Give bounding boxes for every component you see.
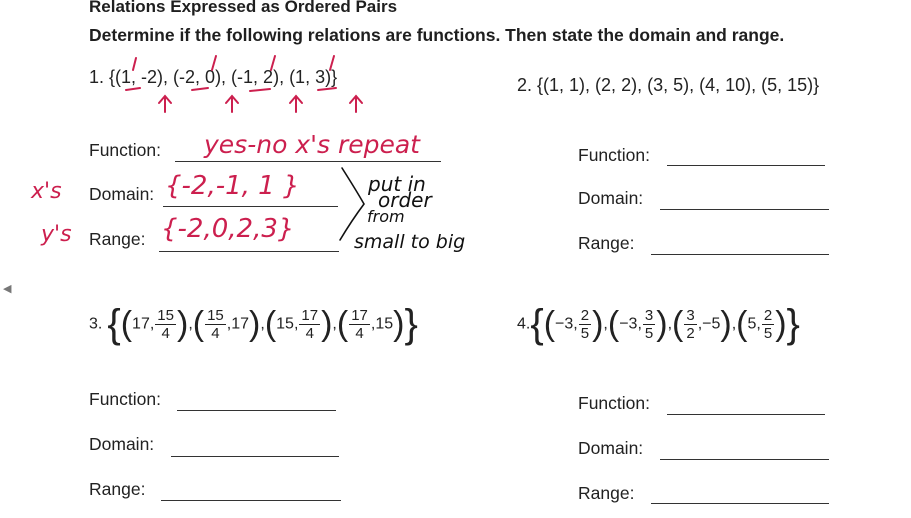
p1-range-answer: {-2,0,2,3} (161, 214, 295, 244)
p3-close-set: } (404, 302, 418, 346)
problem-1-relation: {(1, -2), (-2, 0), (-1, 2), (1, 3)} (109, 67, 338, 87)
left-arrow-icon[interactable]: ◀ (3, 283, 12, 295)
p4-val: −5 (702, 315, 721, 333)
p3-function-label: Function: (89, 389, 161, 409)
problem-2-relation: {(1, 1), (2, 2), (3, 5), (4, 10), (5, 15)} (537, 75, 820, 95)
p4-function-label: Function: (578, 393, 650, 413)
p1-note-line2: order (378, 188, 432, 212)
p1-domain-blank[interactable] (163, 206, 338, 207)
p1-function-blank[interactable] (175, 161, 441, 162)
problem-4: 4.{(−3, $\frac{2}{5}$ ),(−3, $\frac{3}{5}$ ),( $\frac{3}{2}$ ,−5),(5, $\frac{2}{5}$ )} (517, 302, 800, 346)
worksheet-title: Relations Expressed as Ordered Pairs (89, 0, 398, 16)
problem-2 (517, 75, 819, 96)
p4-val: −3 (619, 315, 638, 333)
p4-range-label: Range: (578, 483, 635, 503)
p4-val: 5 (747, 315, 757, 333)
problem-2-number: 2. (517, 75, 533, 95)
problem-4-number: 4. (517, 315, 531, 333)
p4-range-blank[interactable] (651, 503, 829, 504)
p4-close-set: } (786, 302, 800, 346)
p2-range-blank[interactable] (651, 254, 829, 255)
p3-range-blank[interactable] (161, 500, 341, 501)
p2-function-label: Function: (578, 145, 650, 165)
p3-val: 17 (132, 315, 150, 333)
p3-paren: ( (120, 305, 133, 343)
problem-3-number: 3. (89, 315, 103, 333)
problem-3: 3. {(17, $\frac{15}{4}$ ),( $\frac{15}{4}$ ,17),(15, $\frac{17}{4}$ ),( $\frac{17}{4}$ ,15)} (89, 302, 418, 346)
problem-1-number: 1. (89, 67, 105, 87)
p4-fraction: $\frac{3}{5}$ (644, 307, 654, 342)
p1-range-blank[interactable] (159, 251, 339, 252)
p3-function-blank[interactable] (177, 410, 336, 411)
p2-range-label: Range: (578, 233, 635, 253)
p4-domain-blank[interactable] (660, 459, 829, 460)
p4-fraction: $\frac{2}{5}$ (763, 307, 773, 342)
p3-open-set: { (107, 302, 121, 346)
p1-function-answer: yes-no x's repeat (204, 130, 420, 159)
p3-range-label: Range: (89, 479, 146, 499)
p4-fraction: $\frac{2}{5}$ (580, 307, 590, 342)
p1-range-label: Range: (89, 229, 146, 249)
p2-function-blank[interactable] (667, 165, 825, 166)
p4-val: −3 (555, 315, 574, 333)
p3-fraction: $\frac{17}{4}$ (351, 307, 368, 342)
p1-margin-xs: x's (31, 179, 62, 204)
p1-note-line4: small to big (354, 231, 466, 253)
p4-open-set: { (530, 302, 544, 346)
p1-note-line3: from (367, 207, 405, 226)
p4-domain-label: Domain: (578, 438, 644, 458)
instructions: Determine if the following relations are functions. Then state the domain and range. (89, 25, 785, 45)
p1-domain-answer: {-2,-1, 1 } (165, 171, 300, 201)
p1-note-line1: put in (368, 172, 426, 196)
p3-fraction: $\frac{15}{4}$ (207, 307, 224, 342)
p4-fraction: $\frac{3}{2}$ (686, 307, 695, 342)
p1-margin-ys: y's (41, 222, 72, 247)
p2-domain-label: Domain: (578, 188, 644, 208)
p3-domain-label: Domain: (89, 434, 155, 454)
p3-val: 17 (231, 315, 250, 333)
p3-domain-blank[interactable] (171, 456, 339, 457)
p1-domain-label: Domain: (89, 184, 155, 204)
p3-val: 15 (375, 315, 394, 333)
p2-domain-blank[interactable] (660, 209, 829, 210)
p3-val: 15 (276, 315, 294, 333)
p3-fraction: $\frac{17}{4}$ (301, 307, 319, 342)
p4-function-blank[interactable] (667, 414, 825, 415)
p3-fraction: $\frac{15}{4}$ (157, 307, 174, 342)
p1-function-label: Function: (89, 140, 161, 160)
